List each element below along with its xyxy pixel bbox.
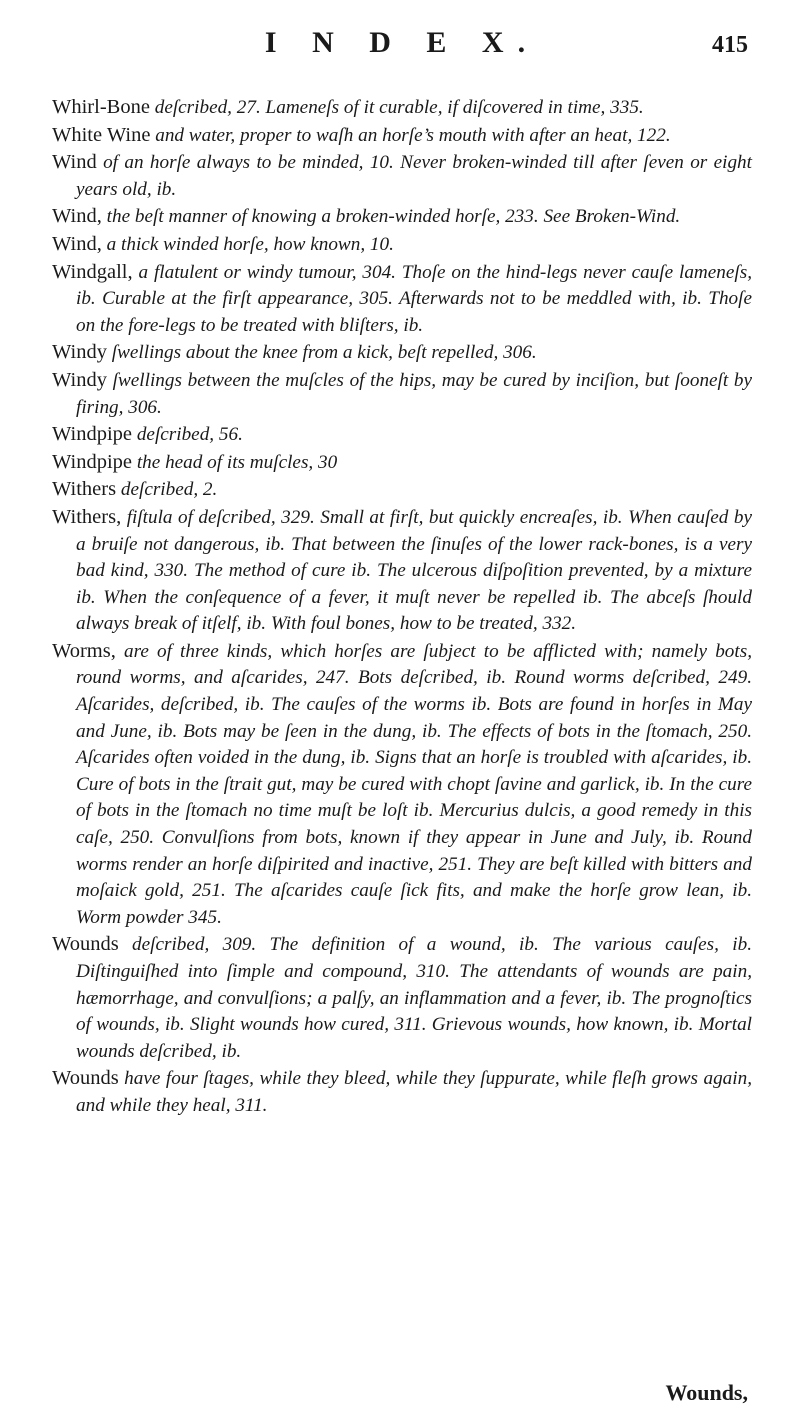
index-entry bbox=[52, 931, 752, 1065]
entry-text: deſcribed, 309. The definition of a wound, ib. The various cauſes, ib. Diſtinguiſhed into ſimple and compound, 310. The attendants of wounds are pain, hæmorrhage, and convulſions; a palſy, an inflammation and a fever, ib. The prognoſtics of wounds, ib. Slight wounds how cured, 311. Grievous wounds, how known, ib. Mortal wounds deſcribed, ib. bbox=[76, 934, 752, 1062]
entry-text: of an horſe always to be minded, 10. Never broken-winded till after ſeven or eight years old, ib. bbox=[76, 152, 752, 200]
catchword: Wounds, bbox=[665, 1380, 748, 1405]
entry-headword: Worms, bbox=[52, 639, 116, 662]
entry-headword: Windy bbox=[52, 341, 107, 364]
index-entries bbox=[52, 94, 752, 1120]
entry-text: fiſtula of deſcribed, 329. Small at firſt, but quickly encreaſes, ib. When cauſed by a bruiſe not dangerous, ib. That between the ſinuſes of the lower rack-bones, is a very bad kind, 330. The method of cure ib. The ulcerous diſpoſition prevented, by a mixture ib. When the conſequence of a fever, it muſt never be repelled ib. The abceſs ſhould always break of itſelf, ib. With foul bones, how to be treated, 332. bbox=[76, 506, 752, 635]
entry-text: a thick winded horſe, how known, 10. bbox=[101, 233, 394, 255]
index-entry bbox=[52, 638, 752, 932]
index-entry bbox=[52, 149, 752, 203]
index-entry bbox=[52, 367, 752, 421]
index-entry bbox=[52, 1065, 752, 1119]
entry-headword: Windgall, bbox=[52, 260, 133, 283]
entry-text: are of three kinds, which horſes are ſubject to be afflicted with; namely bots, round worms, and aſcarides, 247. Bots deſcribed, ib. Round worms deſcribed, 249. Aſcarides, deſcribed, ib. The cauſes of the worms ib. Bots are found in horſes in May and June, ib. Bots may be ſeen in the dung, ib. The effects of bots in the ſtomach, 250. Aſcarides often voided in the dung, ib. Signs that an horſe is troubled with aſcarides, ib. Cure of bots in the ſtrait gut, may be cured with chopt ſavine and garlick, ib. In the cure of bots in the ſtomach no time muſt be loſt ib. Mercurius dulcis, a good remedy in this caſe, 250. Convulſions from bots, known if they appear in June and July, ib. Round worms render an horſe diſpirited and inactive, 251. They are beſt killed with bitters and moſaick gold, 251. The aſcarides cauſe ſick fits, and make the horſe grow lean, ib. Worm powder 345. bbox=[76, 640, 752, 928]
entry-text: ſwellings between the muſcles of the hips, may be cured by inciſion, but ſooneſt by firing, 306. bbox=[76, 369, 752, 418]
entry-text: and water, proper to waſh an horſe’s mouth with after an heat, 122. bbox=[150, 124, 671, 146]
entry-text: the beſt manner of knowing a broken-winded horſe, 233. See Broken-Wind. bbox=[101, 206, 681, 228]
entry-headword: Wind, bbox=[52, 205, 102, 228]
entry-text: deſcribed, 27. Lameneſs of it curable, if diſcovered in time, 335. bbox=[149, 97, 644, 118]
entry-text: deſcribed, 56. bbox=[132, 424, 243, 446]
entry-headword: Wind bbox=[52, 151, 97, 174]
entry-headword: Wind, bbox=[52, 232, 102, 255]
index-entry bbox=[52, 421, 752, 449]
entry-text: deſcribed, 2. bbox=[116, 479, 218, 501]
running-head bbox=[52, 26, 752, 76]
entry-text: a flatulent or windy tumour, 304. Thoſe on the hind-legs never cauſe lameneſs, ib. Curable at the firſt appearance, 305. Afterwards not to be meddled with, ib. Thoſe on the fore-legs to be treated with bliſters, ib. bbox=[76, 261, 752, 336]
entry-headword: Whirl-Bone bbox=[52, 96, 150, 118]
entry-headword: Wounds bbox=[52, 1067, 119, 1090]
entry-headword: Withers bbox=[52, 478, 117, 501]
entry-headword: Wounds bbox=[52, 933, 119, 956]
page-number: 415 bbox=[712, 32, 748, 58]
running-title: I N D E X. bbox=[264, 26, 540, 59]
index-entry bbox=[52, 476, 752, 504]
index-entry bbox=[52, 231, 752, 259]
index-entry bbox=[52, 504, 752, 638]
entry-text: the head of its muſcles, 30 bbox=[132, 451, 338, 473]
entry-text: ſwellings about the knee from a kick, beſt repelled, 306. bbox=[106, 342, 537, 364]
entry-headword: Withers, bbox=[52, 505, 122, 528]
entry-headword: White Wine bbox=[52, 123, 151, 146]
entry-headword: Windy bbox=[52, 368, 107, 391]
entry-headword: Windpipe bbox=[52, 450, 133, 473]
index-entry bbox=[52, 339, 752, 367]
index-entry bbox=[52, 449, 752, 477]
index-entry bbox=[52, 259, 752, 340]
index-entry bbox=[52, 122, 752, 150]
entry-headword: Windpipe bbox=[52, 423, 133, 446]
entry-text: have four ſtages, while they bleed, while they ſuppurate, while fleſh grows again, and while they heal, 311. bbox=[76, 1068, 752, 1116]
index-entry bbox=[52, 203, 752, 231]
index-entry bbox=[52, 94, 752, 122]
